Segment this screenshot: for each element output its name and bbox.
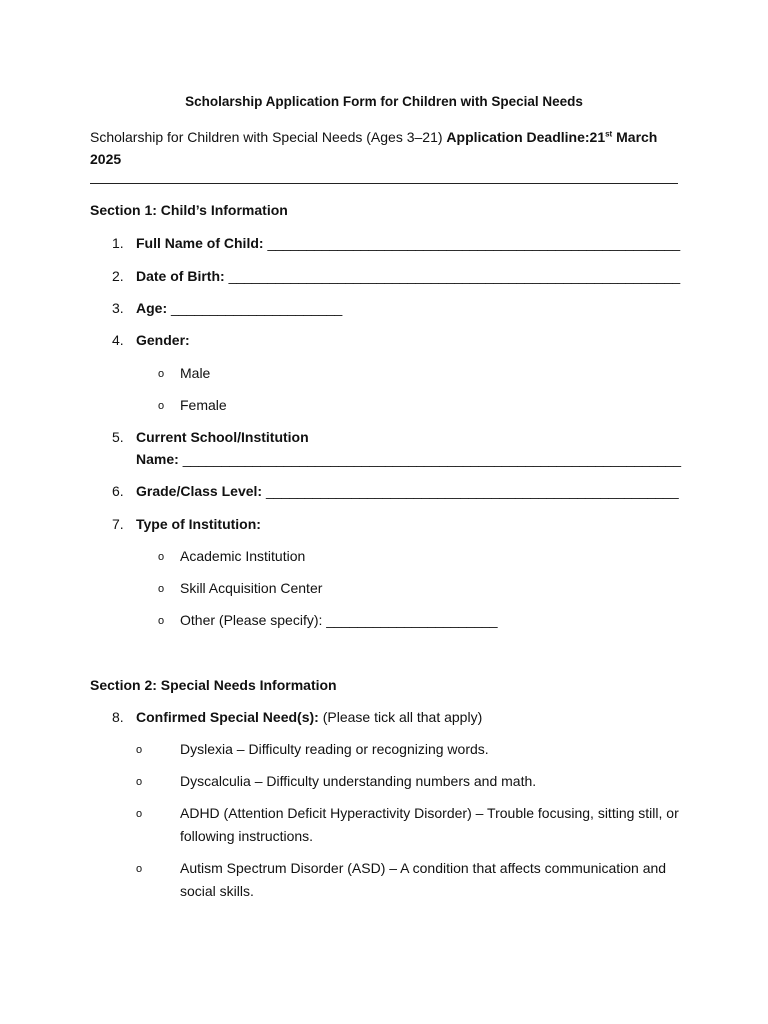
option-skill-center[interactable]: [158, 577, 322, 600]
option-other[interactable]: [158, 609, 498, 632]
bullet-icon: o: [158, 551, 165, 563]
item-number: 8.: [112, 709, 124, 725]
option-academic-institution[interactable]: [158, 545, 305, 568]
blank-line[interactable]: _____________________________________________________: [265, 483, 679, 499]
section-2-heading: Section 2: Special Needs Information: [90, 677, 337, 693]
field-school-name[interactable]: [112, 426, 681, 470]
item-number: 4.: [112, 332, 124, 348]
bullet-icon: o: [158, 400, 165, 412]
option-label: Skill Acquisition Center: [180, 580, 323, 596]
section-1-heading: Section 1: Child’s Information: [90, 202, 288, 218]
field-date-of-birth[interactable]: [112, 265, 680, 287]
need-autism[interactable]: [136, 857, 690, 902]
blank-line[interactable]: ________________________________________________________________: [182, 451, 681, 467]
bullet-icon: o: [158, 615, 165, 627]
form-subtitle: [90, 126, 690, 170]
field-age[interactable]: [112, 297, 342, 319]
blank-line[interactable]: _____________________________________________________: [267, 235, 681, 251]
bullet-icon: o: [136, 776, 143, 788]
deadline-day: 21: [589, 129, 606, 145]
bullet-icon: o: [136, 863, 143, 875]
horizontal-rule: [90, 183, 678, 184]
option-label: Dyslexia – Difficulty reading or recognizing words.: [180, 741, 489, 757]
field-grade-level[interactable]: [112, 480, 679, 502]
option-label: Dyscalculia – Difficulty understanding numbers and math.: [180, 773, 537, 789]
field-label: Current School/Institution: [136, 429, 309, 445]
blank-line[interactable]: __________________________________________________________: [228, 268, 681, 284]
bullet-icon: o: [136, 808, 143, 820]
bullet-icon: o: [158, 583, 165, 595]
item-number: 7.: [112, 516, 124, 532]
field-institution-type: [112, 513, 261, 535]
deadline-suffix: st: [605, 129, 613, 139]
option-label: Academic Institution: [180, 548, 306, 564]
item-number: 6.: [112, 483, 124, 499]
need-dyslexia[interactable]: [136, 738, 690, 761]
option-label: Autism Spectrum Disorder (ASD) – A condition that affects communication and social skills.: [180, 860, 667, 899]
need-adhd[interactable]: [136, 802, 690, 847]
option-label: Other (Please specify): ______________________: [180, 612, 498, 628]
option-label: Male: [180, 365, 211, 381]
option-label: Female: [180, 397, 227, 413]
need-dyscalculia[interactable]: [136, 770, 690, 793]
option-label: ADHD (Attention Deficit Hyperactivity Disorder) – Trouble focusing, sitting still, or following instructions.: [180, 805, 679, 844]
field-label: Grade/Class Level:: [136, 483, 263, 499]
field-label-continued: Name:: [136, 451, 179, 467]
deadline-label: Application Deadline:: [446, 129, 590, 145]
field-label: Date of Birth:: [136, 268, 225, 284]
item-number: 3.: [112, 300, 124, 316]
option-female[interactable]: [158, 394, 227, 417]
item-number: 2.: [112, 268, 124, 284]
bullet-icon: o: [158, 368, 165, 380]
blank-line[interactable]: ______________________: [171, 300, 343, 316]
field-label: Age:: [136, 300, 168, 316]
form-title: Scholarship Application Form for Children with Special Needs: [185, 94, 583, 109]
field-label: Type of Institution:: [136, 516, 261, 532]
field-gender: [112, 329, 190, 351]
field-note: (Please tick all that apply): [318, 709, 483, 725]
field-special-needs: [112, 706, 482, 728]
option-male[interactable]: [158, 362, 210, 385]
field-label: Full Name of Child:: [136, 235, 264, 251]
item-number: 5.: [112, 429, 124, 445]
item-number: 1.: [112, 235, 124, 251]
field-full-name[interactable]: [112, 232, 680, 254]
scholarship-description: Scholarship for Children with Special Needs (Ages 3–21): [90, 129, 443, 145]
field-label: Gender:: [136, 332, 190, 348]
deadline-month-year: March 2025: [90, 129, 658, 167]
field-label: Confirmed Special Need(s):: [136, 709, 319, 725]
bullet-icon: o: [136, 744, 143, 756]
